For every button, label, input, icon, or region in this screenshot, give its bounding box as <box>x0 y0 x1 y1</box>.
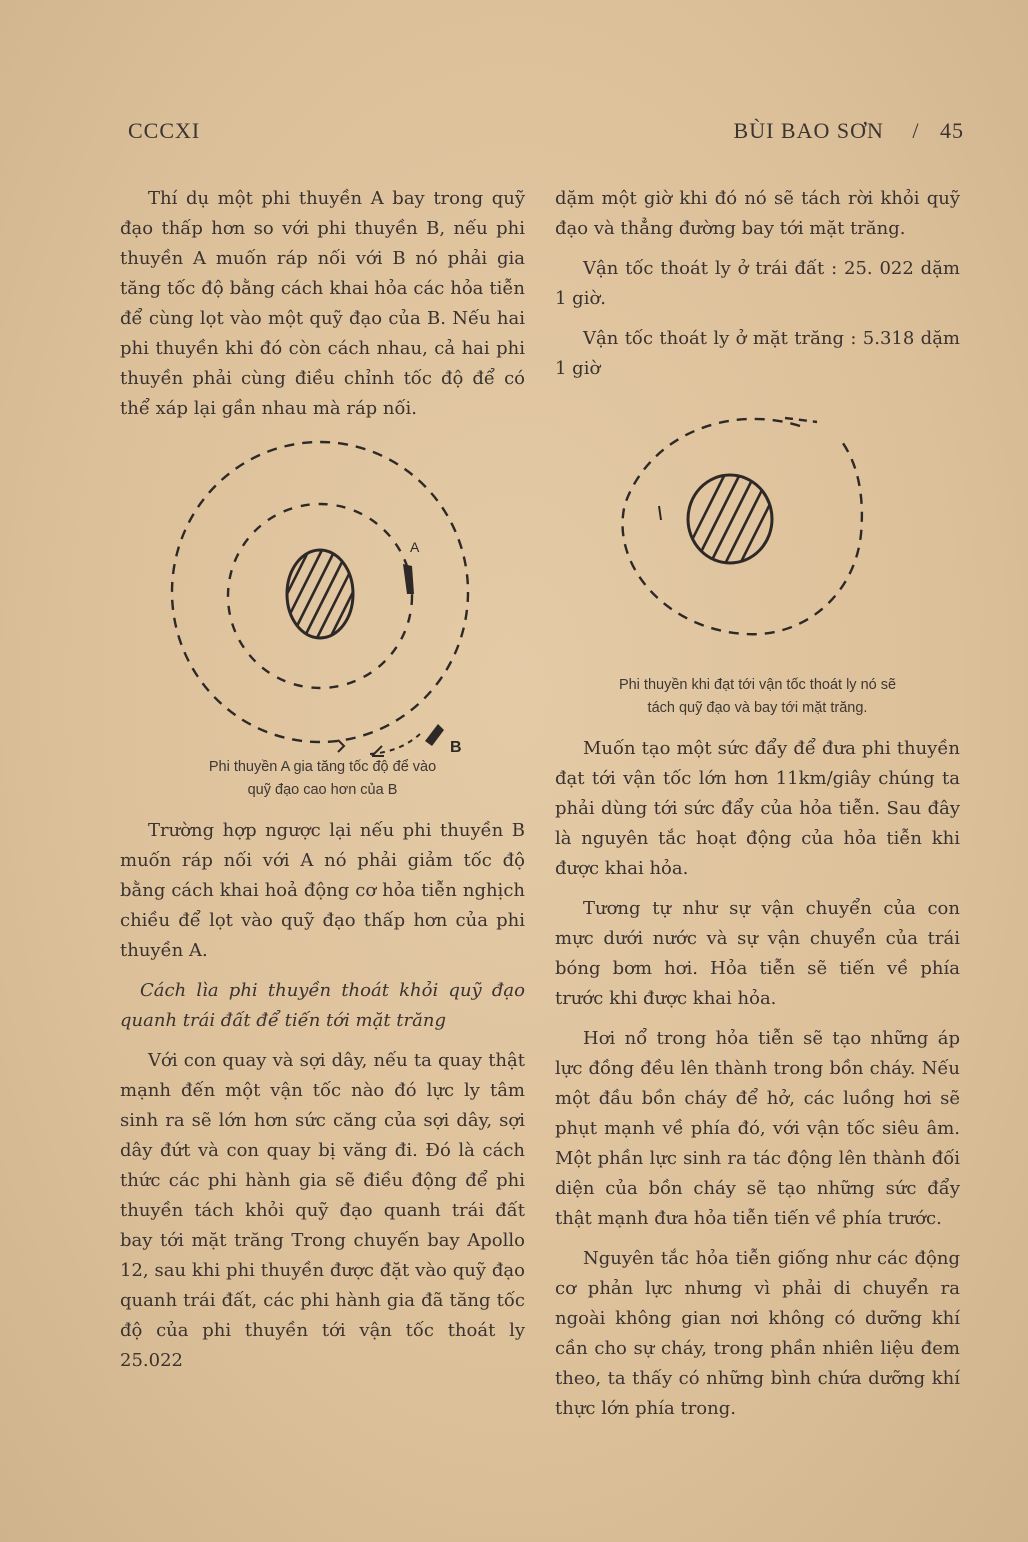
label-b: B <box>450 739 462 756</box>
header-separator: / <box>912 118 920 143</box>
orbit-diagram-svg <box>120 434 525 794</box>
escape-orbit-diagram <box>555 394 960 674</box>
caption-line: Phi thuyền khi đạt tới vận tốc thoát ly nó sẽ <box>618 677 897 693</box>
paragraph: Muốn tạo một sức đẩy để đưa phi thuyền đạt tới vận tốc lớn hơn 11km/giây chúng ta phải dùng tới sức đẩy của hỏa tiễn. Sau đây là nguyên tắc hoạt động của hỏa tiễn khi được khai hỏa. <box>555 738 960 879</box>
paragraph: Với con quay và sợi dây, nếu ta quay thật mạnh đến một vận tốc nào đó lực ly tâm sinh ra sẽ lớn hơn sức căng của sợi dây, sợi dây đứt và con quay bị văng đi. Đó là cách thức các phi hành gia sẽ điều động để phi thuyền tách khỏi quỹ đạo quanh trái đất bay tới mặt trăng Trong chuyến bay Apollo 12, sau khi phi thuyền được đặt vào quỹ đạo quanh trái đất, các phi hành gia đã tăng tốc độ của phi thuyền tới vận tốc thoát ly 25.022 <box>120 1050 525 1371</box>
section-heading: Cách lìa phi thuyền thoát khỏi quỹ đạo quanh trái đất để tiến tới mặt trăng <box>120 980 525 1031</box>
orbit-diagram <box>120 434 525 794</box>
paragraph: Thí dụ một phi thuyền A bay trong quỹ đạo thấp hơn so với phi thuyền B, nếu phi thuyền A muốn ráp nối với B nó phải gia tăng tốc độ bằng cách khai hỏa các hỏa tiễn để cùng lọt vào một quỹ đạo của B. Nếu hai phi thuyền khi đó còn cách nhau, cả hai phi thuyền phải cùng điều chỉnh tốc độ để có thể xáp lại gần nhau mà ráp nối. <box>120 188 525 419</box>
inner-orbit <box>228 504 412 688</box>
paragraph: Hơi nổ trong hỏa tiễn sẽ tạo những áp lực đồng đều lên thành trong bồn cháy. Nếu một đầu bồn cháy để hở, các luồng hơi sẽ phụt mạnh về phía đó, với vận tốc siêu âm. Một phần lực sinh ra tác động lên thành đối diện của bồn cháy sẽ tạo những sức đẩy thật mạnh đưa hỏa tiễn tiến về phía trước. <box>555 1028 960 1229</box>
paragraph: Vận tốc thoát ly ở trái đất : 25. 022 dặm 1 giờ. <box>555 258 960 309</box>
running-header-right <box>734 118 964 144</box>
spaceship-b <box>425 724 444 746</box>
caption-line: tách quỹ đạo và bay tới mặt trăng. <box>647 700 868 716</box>
outer-orbit <box>172 442 468 742</box>
chapter-label: CCCXI <box>128 118 201 143</box>
label-a: A <box>410 539 420 555</box>
caption-line: quỹ đạo cao hơn của B <box>247 782 398 798</box>
right-column <box>555 184 960 1434</box>
author-name: BÙI BAO SƠN <box>733 118 884 143</box>
paragraph: Trường hợp ngược lại nếu phi thuyền B muốn ráp nối với A nó phải giảm tốc độ bằng cách khai hoả động cơ hỏa tiễn nghịch chiều để lọt vào quỹ đạo thấp hơn của phi thuyền A. <box>120 820 525 961</box>
paragraph: Vận tốc thoát ly ở mặt trăng : 5.318 dặm 1 giờ <box>555 328 960 379</box>
spaceship-a <box>403 564 414 594</box>
left-column <box>120 184 525 1386</box>
escape-orbit <box>623 419 862 634</box>
escape-orbit-diagram-svg <box>555 394 960 674</box>
paragraph: Nguyên tắc hỏa tiễn giống như các động cơ phản lực nhưng vì phải di chuyển ra ngoài không gian nơi không có dưỡng khí cần cho sự cháy, trong phần nhiên liệu đem theo, ta thấy có những bình chứa dưỡng khí thực lớn phía trong. <box>555 1248 960 1419</box>
figure-caption <box>555 674 960 720</box>
caption-line: Phi thuyền A gia tăng tốc độ để vào <box>208 759 437 775</box>
paragraph: Tương tự như sự vận chuyển của con mực dưới nước và sự vận chuyển của trái bóng bơm hơi. Hỏa tiễn sẽ tiến về phía trước khi được khai hỏa. <box>555 898 960 1009</box>
paragraph: dặm một giờ khi đó nó sẽ tách rời khỏi quỹ đạo và thẳng đường bay tới mặt trăng. <box>555 188 960 239</box>
page-number: 45 <box>940 118 964 143</box>
